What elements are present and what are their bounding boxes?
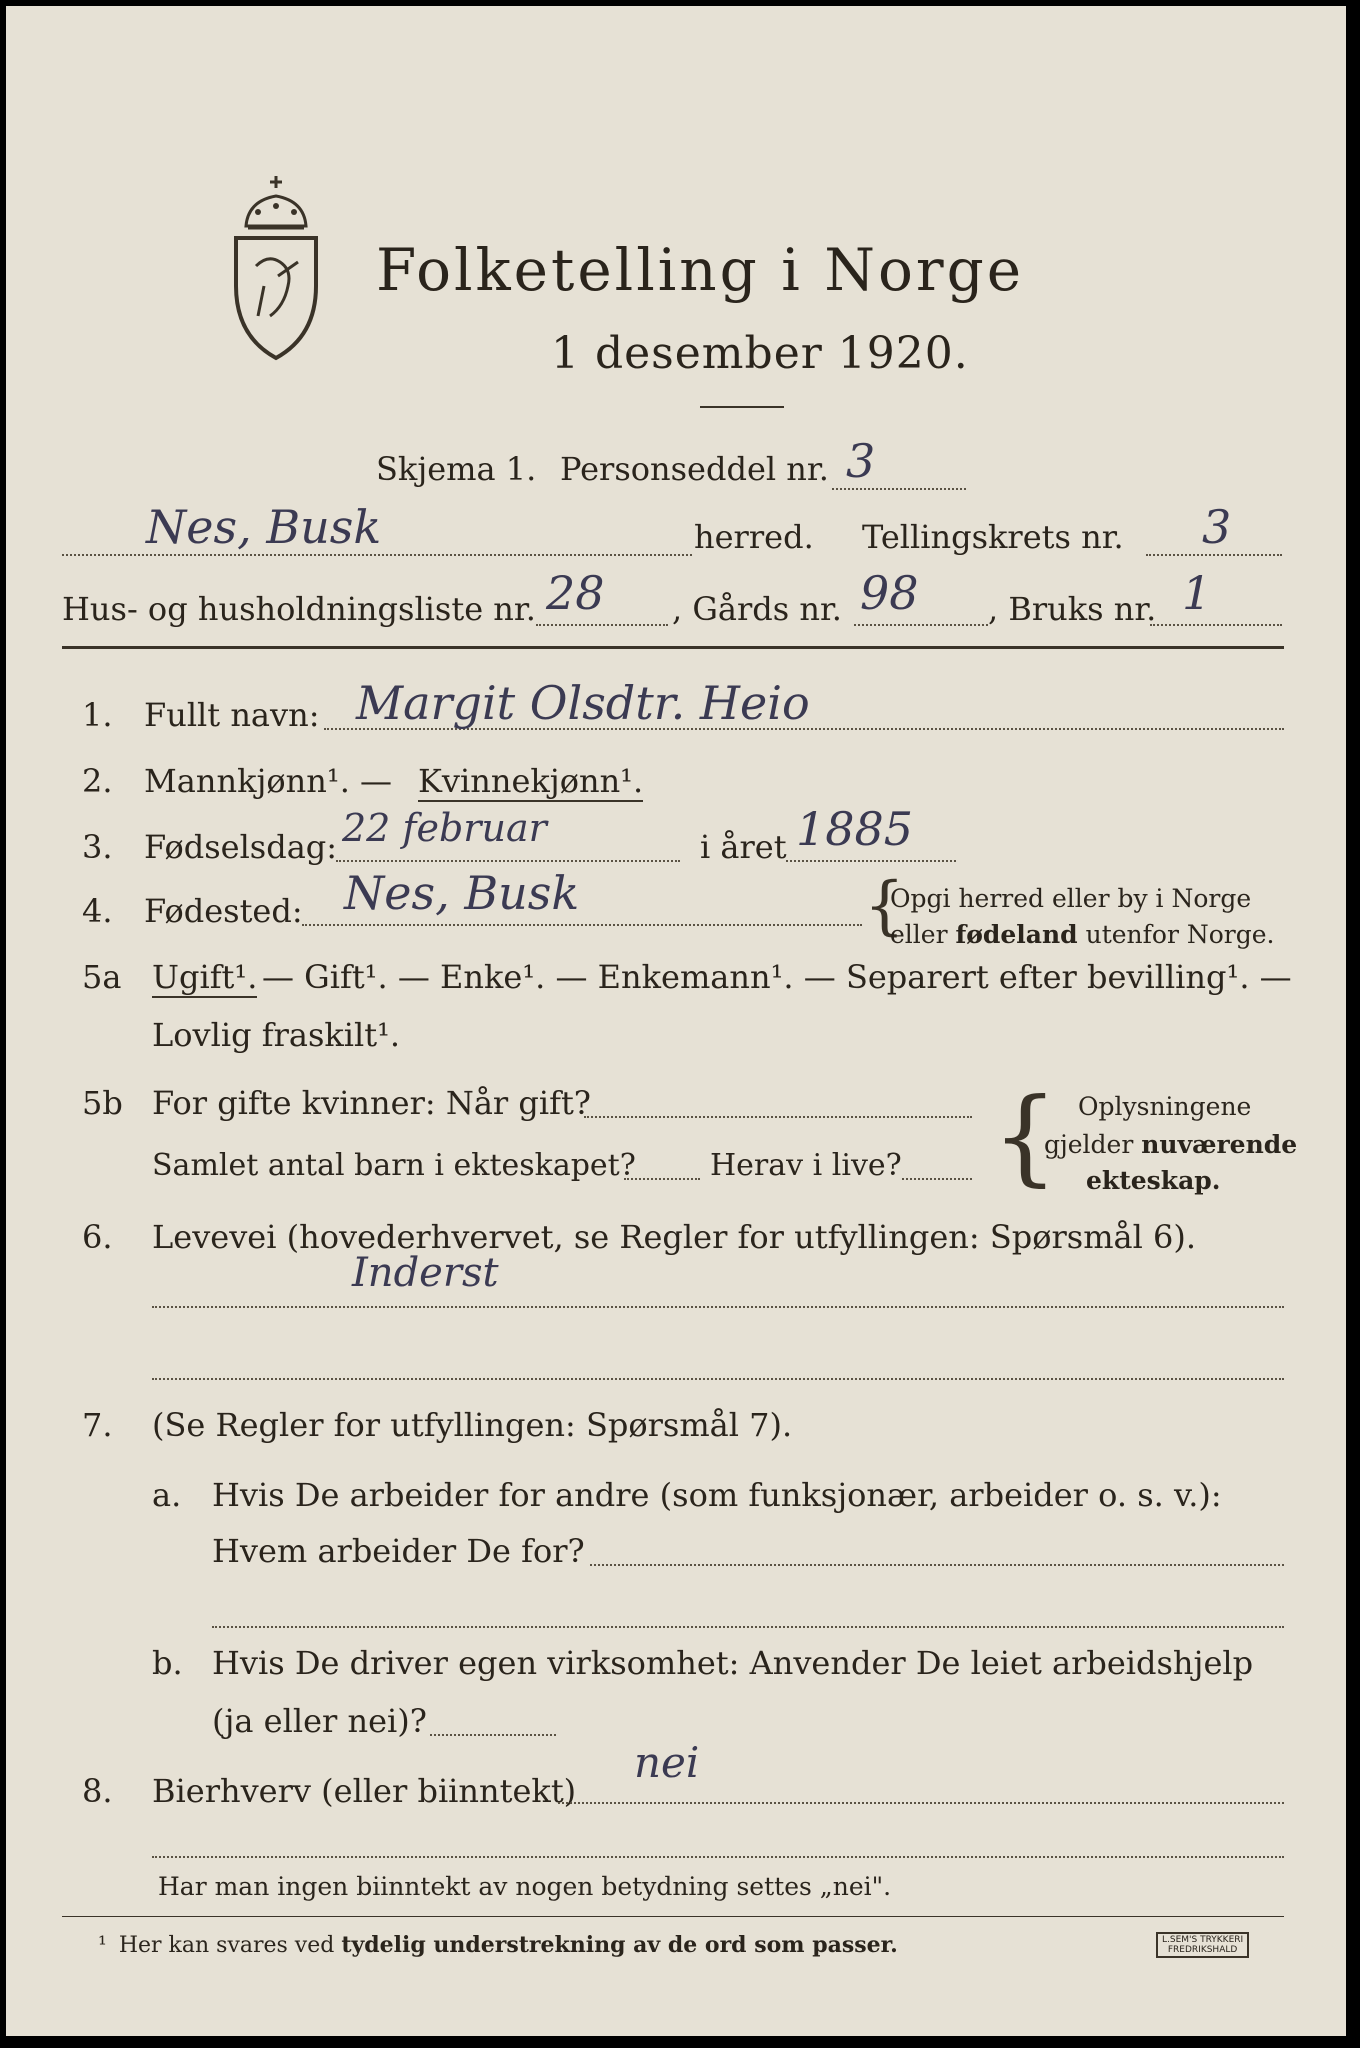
gards-line: [854, 624, 988, 626]
q5b-number: 5b: [82, 1084, 123, 1122]
footnote: ¹ Her kan svares ved tydelig understrekning av de ord som passer.: [98, 1932, 898, 1958]
tellingskrets-value[interactable]: 3: [1202, 500, 1232, 554]
q7a-line2: Hvem arbeider De for?: [212, 1532, 585, 1570]
q7a-answer-line1: [590, 1564, 1284, 1566]
gards-label: , Gårds nr.: [672, 590, 842, 628]
q6-label: Levevei (hovederhvervet, se Regler for utfyllingen: Spørsmål 6).: [152, 1218, 1197, 1256]
q5b-line2-dots-a: [624, 1178, 700, 1180]
husliste-value[interactable]: 28: [546, 566, 605, 620]
q7b-letter: b.: [152, 1644, 183, 1682]
herred-value[interactable]: Nes, Busk: [146, 500, 382, 554]
q5b-line2-a: Samlet antal barn i ekteskapet?: [152, 1148, 636, 1183]
title-divider: [700, 406, 784, 408]
herred-line: [62, 554, 692, 556]
q3-aaret-value[interactable]: 1885: [796, 802, 914, 856]
q4-note-brace: {: [864, 869, 905, 943]
q1-value[interactable]: Margit Olsdtr. Heio: [356, 676, 810, 730]
q7a-line1: Hvis De arbeider for andre (som funksjonær, arbeider o. s. v.):: [212, 1476, 1222, 1514]
personseddel-value[interactable]: 3: [846, 434, 876, 488]
q5b-line2-b: Herav i live?: [710, 1148, 902, 1183]
q6-number: 6.: [82, 1218, 113, 1256]
q8-line: [558, 1802, 1284, 1804]
q4-note-line2: eller fødeland utenfor Norge.: [890, 920, 1275, 949]
q2-mann[interactable]: Mannkjønn¹. —: [144, 762, 393, 800]
q8-label: Bierhverv (eller biinntekt): [152, 1772, 577, 1810]
q3-line: [336, 860, 680, 862]
q5a-options[interactable]: — Gift¹. — Enke¹. — Enkemann¹. — Separert efter bevilling¹. —: [262, 958, 1292, 996]
q7a-letter: a.: [152, 1476, 182, 1514]
footer-note: Har man ingen biinntekt av nogen betydning settes „nei".: [158, 1872, 892, 1901]
q7-number: 7.: [82, 1406, 113, 1444]
q4-line: [302, 924, 862, 926]
q7-label: (Se Regler for utfyllingen: Spørsmål 7).: [152, 1406, 793, 1444]
q7b-line1: Hvis De driver egen virksomhet: Anvender De leiet arbeidshjelp: [212, 1644, 1254, 1682]
q8-number: 8.: [82, 1772, 113, 1810]
q4-note-line1: Opgi herred eller by i Norge: [890, 884, 1252, 913]
q3-value[interactable]: 22 februar: [342, 806, 547, 850]
tellingskrets-label: Tellingskrets nr.: [862, 518, 1124, 556]
q5b-note-brace: {: [992, 1075, 1059, 1197]
q5b-note1: Oplysningene: [1078, 1092, 1252, 1121]
gards-value[interactable]: 98: [860, 566, 919, 620]
q7b-answer-line: [430, 1734, 556, 1736]
form-title: Folketelling i Norge: [376, 236, 1025, 304]
q5a-number: 5a: [82, 958, 122, 996]
q6-line1: [152, 1306, 1284, 1308]
skjema-label: Skjema 1.: [376, 450, 537, 488]
q5a-line2[interactable]: Lovlig fraskilt¹.: [152, 1016, 401, 1054]
q7a-answer-line2: [212, 1626, 1284, 1628]
q5b-line2-dots-b: [902, 1178, 972, 1180]
husliste-label: Hus- og husholdningsliste nr.: [62, 590, 536, 628]
q6-line2: [152, 1378, 1284, 1380]
q5b-line1: For gifte kvinner: Når gift?: [152, 1084, 591, 1122]
q4-number: 4.: [82, 892, 113, 930]
q5a-ugift[interactable]: Ugift¹.: [152, 958, 258, 996]
q2-number: 2.: [82, 762, 113, 800]
q7b-line2: (ja eller nei)?: [212, 1702, 427, 1740]
q1-number: 1.: [82, 696, 113, 734]
q3-aaret-label: i året: [700, 828, 787, 866]
q3-number: 3.: [82, 828, 113, 866]
tellingskrets-line: [1146, 554, 1282, 556]
bruks-value[interactable]: 1: [1182, 566, 1212, 620]
printer-stamp: L.SEM'S TRYKKERI FREDRIKSHALD: [1156, 1932, 1249, 1958]
q3-label: Fødselsdag:: [144, 828, 338, 866]
q8-line2: [152, 1856, 1284, 1858]
census-form: [6, 6, 1346, 2036]
q5b-note3: ekteskap.: [1086, 1166, 1221, 1195]
header-divider: [62, 646, 1284, 649]
husliste-line: [536, 624, 668, 626]
q3-aaret-line: [786, 860, 956, 862]
herred-label: herred.: [694, 518, 814, 556]
q2-kvinne[interactable]: Kvinnekjønn¹.: [418, 762, 644, 800]
personseddel-label: Personseddel nr.: [560, 450, 829, 488]
q6-value[interactable]: Inderst: [352, 1250, 499, 1296]
q5b-note2: gjelder nuværende: [1044, 1130, 1298, 1159]
footnote-divider: [62, 1916, 1284, 1917]
q4-label: Fødested:: [144, 892, 303, 930]
bruks-line: [1150, 624, 1282, 626]
q5b-line1-dots: [584, 1116, 972, 1118]
q1-label: Fullt navn:: [144, 696, 320, 734]
q8-value[interactable]: nei: [634, 1738, 700, 1787]
q4-value[interactable]: Nes, Busk: [344, 866, 580, 920]
personseddel-line: [832, 488, 966, 490]
coat-of-arms-icon: [218, 166, 334, 366]
census-date: 1 desember 1920.: [551, 328, 969, 379]
bruks-label: , Bruks nr.: [988, 590, 1157, 628]
